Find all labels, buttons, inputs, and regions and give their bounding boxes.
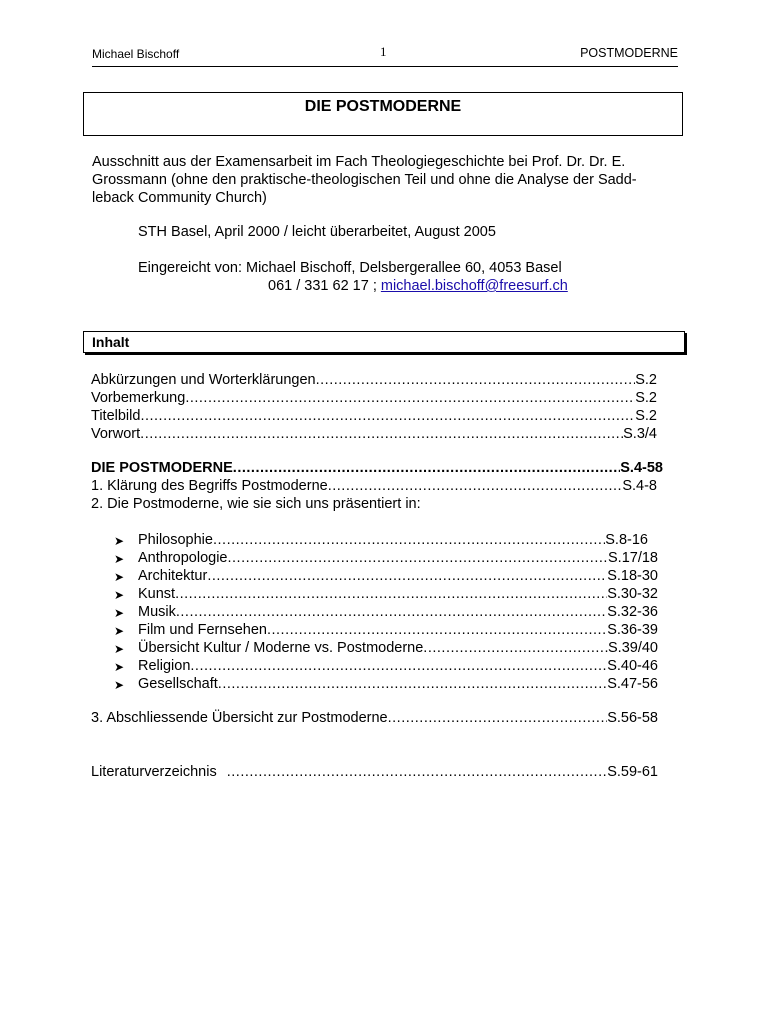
- toc-entry[interactable]: [91, 426, 657, 444]
- toc-entry-page: S.59-61: [607, 764, 658, 780]
- toc-sub-entry[interactable]: [138, 676, 658, 694]
- arrowhead-bullet-icon: ➤: [114, 642, 125, 656]
- toc-entry-label: Architektur: [138, 568, 208, 584]
- toc-dot-leader: [233, 460, 620, 476]
- toc-dot-leader: [423, 640, 608, 656]
- toc-entry-page: S.3/4: [623, 426, 657, 442]
- submitted-line: Eingereicht von: Michael Bischoff, Delsbergerallee 60, 4053 Basel: [138, 260, 562, 276]
- toc-entry-label: Philosophie: [138, 532, 213, 548]
- toc-dot-leader: [140, 408, 635, 424]
- toc-heading: Inhalt: [92, 334, 130, 350]
- header-author: Michael Bischoff: [92, 47, 180, 61]
- toc-entry-page: S.2: [635, 372, 657, 388]
- toc-entry-page: S.47-56: [607, 676, 658, 692]
- toc-dot-leader: [328, 478, 623, 494]
- intro-line-1: Ausschnitt aus der Examensarbeit im Fach Theologiegeschichte bei Prof. Dr. Dr. E.: [92, 154, 626, 170]
- intro-line-2: Grossmann (ohne den praktische-theologischen Teil und ohne die Analyse der Sadd-: [92, 172, 637, 188]
- toc-entry-label: Gesellschaft: [138, 676, 218, 692]
- header-running-title: POSTMODERNE: [580, 46, 678, 60]
- arrowhead-bullet-icon: ➤: [114, 660, 125, 674]
- toc-entry-label: Musik: [138, 604, 176, 620]
- toc-sub-entry[interactable]: [138, 568, 658, 586]
- email-link[interactable]: michael.bischoff@freesurf.ch: [380, 278, 568, 294]
- toc-entry-page: S.32-36: [607, 604, 658, 620]
- toc-entry-label: Film und Fernsehen: [138, 622, 267, 638]
- toc-main-label: DIE POSTMODERNE: [91, 460, 233, 476]
- toc-sub-entry[interactable]: [138, 622, 658, 640]
- toc-entry-label: Abkürzungen und Worterklärungen: [91, 372, 316, 388]
- toc-entry[interactable]: [91, 710, 658, 728]
- toc-dot-leader: [267, 622, 607, 638]
- toc-entry-page: S.30-32: [607, 586, 658, 602]
- toc-entry-page: S.36-39: [607, 622, 658, 638]
- toc-dot-leader: [140, 426, 623, 442]
- toc-entry-label: Vorwort: [91, 426, 141, 442]
- toc-entry-label: Kunst: [138, 586, 176, 602]
- toc-sub-entry[interactable]: [138, 532, 648, 550]
- toc-entry-label: 3. Abschliessende Übersicht zur Postmoderne: [91, 710, 388, 726]
- arrowhead-bullet-icon: ➤: [114, 570, 125, 584]
- toc-section-intro: 2. Die Postmoderne, wie sie sich uns präsentiert in:: [91, 496, 421, 512]
- header-page-number: 1: [380, 44, 387, 59]
- toc-entry-label: Übersicht Kultur / Moderne vs. Postmoderne: [138, 640, 424, 656]
- toc-dot-leader: [185, 390, 635, 406]
- toc-entry-page: S.18-30: [607, 568, 658, 584]
- toc-entry[interactable]: [91, 372, 657, 390]
- title-box: [83, 92, 683, 136]
- toc-entry-page: S.56-58: [607, 710, 658, 726]
- toc-main-entry[interactable]: [91, 460, 663, 478]
- phone-number: 061 / 331 62 17 ;: [268, 278, 377, 294]
- toc-dot-leader: [176, 604, 607, 620]
- toc-entry-page: S.2: [635, 390, 657, 406]
- toc-sub-entry[interactable]: [138, 604, 658, 622]
- arrowhead-bullet-icon: ➤: [114, 606, 125, 620]
- intro-line-3: leback Community Church): [92, 190, 267, 206]
- toc-dot-leader: [228, 550, 609, 566]
- toc-entry-page: S.2: [635, 408, 657, 424]
- document-title: DIE POSTMODERNE: [304, 98, 462, 115]
- toc-entry-page: S.4-8: [622, 478, 657, 494]
- toc-entry-page: S.17/18: [608, 550, 658, 566]
- toc-sub-entry[interactable]: [138, 658, 658, 676]
- toc-entry-label: Anthropologie: [138, 550, 228, 566]
- arrowhead-bullet-icon: ➤: [114, 588, 125, 602]
- toc-entry[interactable]: [91, 390, 657, 408]
- toc-entry-page: S.8-16: [605, 532, 648, 548]
- toc-dot-leader: [207, 568, 607, 584]
- toc-entry-page: S.40-46: [607, 658, 658, 674]
- toc-entry-label: Religion: [138, 658, 191, 674]
- toc-entry-label: Vorbemerkung: [91, 390, 186, 406]
- toc-entry[interactable]: [91, 408, 657, 426]
- toc-dot-leader: [213, 532, 605, 548]
- toc-dot-leader: [316, 372, 636, 388]
- arrowhead-bullet-icon: ➤: [114, 552, 125, 566]
- toc-sub-entry[interactable]: [138, 640, 658, 658]
- toc-entry-page: S.39/40: [608, 640, 658, 656]
- arrowhead-bullet-icon: ➤: [114, 534, 125, 548]
- toc-entry[interactable]: [91, 478, 657, 496]
- toc-entry[interactable]: [91, 764, 658, 782]
- contact-line: [268, 278, 568, 294]
- toc-dot-leader: [388, 710, 608, 726]
- toc-heading-box: [83, 331, 685, 353]
- toc-dot-leader: [190, 658, 607, 674]
- arrowhead-bullet-icon: ➤: [114, 624, 125, 638]
- toc-sub-entry[interactable]: [138, 550, 658, 568]
- toc-sub-entry[interactable]: [138, 586, 658, 604]
- arrowhead-bullet-icon: ➤: [114, 678, 125, 692]
- toc-dot-leader: [218, 676, 607, 692]
- page-header: [92, 46, 678, 67]
- toc-entry-label: Literaturverzeichnis: [91, 764, 217, 780]
- toc-dot-leader: [217, 764, 607, 780]
- toc-main-page: S.4-58: [620, 460, 663, 476]
- toc-dot-leader: [175, 586, 607, 602]
- institution-line: STH Basel, April 2000 / leicht überarbeitet, August 2005: [138, 224, 496, 240]
- toc-entry-label: 1. Klärung des Begriffs Postmoderne: [91, 478, 328, 494]
- toc-entry-label: Titelbild: [91, 408, 141, 424]
